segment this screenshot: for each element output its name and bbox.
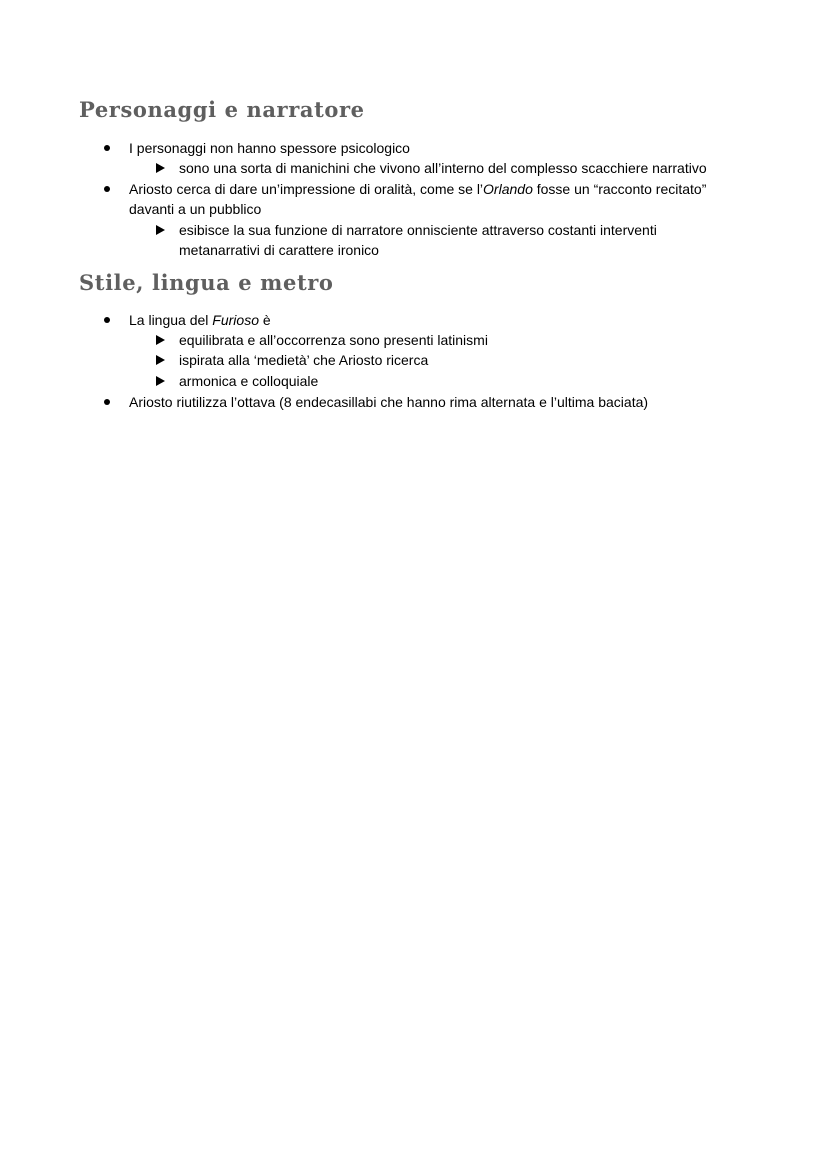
sub-list-item-continuation: metanarrativi di carattere ironico	[179, 242, 379, 258]
arrow-bullet-icon	[156, 225, 165, 235]
list-item-text: fosse un “racconto recitato”	[532, 181, 707, 197]
list-item	[129, 310, 271, 330]
italic-title: Furioso	[212, 312, 259, 328]
bullet-icon	[104, 145, 110, 151]
arrow-bullet-icon	[156, 335, 165, 345]
bullet-icon	[104, 317, 110, 323]
bullet-icon	[104, 399, 110, 405]
list-item: Ariosto riutilizza l’ottava (8 endecasillabi che hanno rima alternata e l’ultima baciata)	[129, 394, 649, 410]
list-item-text: Ariosto cerca di dare un’impressione di oralità, come se l’	[129, 181, 484, 197]
sub-list-item: equilibrata e all’occorrenza sono presenti latinismi	[179, 332, 488, 348]
list-item-text: è	[258, 312, 271, 328]
section-heading-personaggi: Personaggi e narratore	[79, 97, 365, 122]
list-item-continuation: davanti a un pubblico	[129, 201, 262, 217]
list-item: I personaggi non hanno spessore psicologico	[129, 140, 410, 156]
sub-list-item: sono una sorta di manichini che vivono all’interno del complesso scacchiere narrativo	[179, 160, 707, 176]
italic-title: Orlando	[483, 181, 533, 197]
arrow-bullet-icon	[156, 163, 165, 173]
list-item-text: La lingua del	[129, 312, 213, 328]
sub-list-item: esibisce la sua funzione di narratore onnisciente attraverso costanti interventi	[179, 222, 657, 238]
sub-list-item: armonica e colloquiale	[179, 373, 319, 389]
arrow-bullet-icon	[156, 376, 165, 386]
section-heading-stile: Stile, lingua e metro	[79, 270, 334, 295]
list-item	[129, 179, 706, 199]
bullet-icon	[104, 186, 110, 192]
sub-list-item: ispirata alla ‘medietà’ che Ariosto ricerca	[179, 352, 429, 368]
arrow-bullet-icon	[156, 355, 165, 365]
